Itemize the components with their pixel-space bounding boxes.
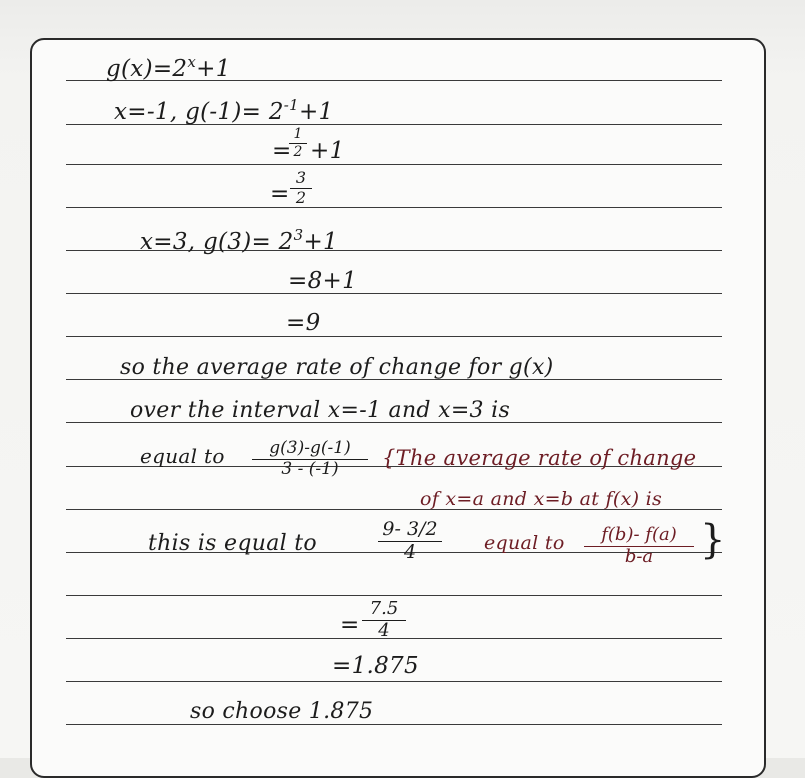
handwritten-line-so-the-average: so the average rate of change for g(x) <box>120 355 554 380</box>
handwritten-line-three-halves: = <box>270 181 290 207</box>
closing-brace: } <box>700 517 726 563</box>
ruled-line <box>66 595 722 596</box>
handwritten-line-this-is-equal-to: this is equal to <box>148 531 317 556</box>
fraction-three-halves: 3 2 <box>290 170 312 207</box>
note-equal-to: equal to <box>484 532 565 554</box>
fraction-average-rate-g: g(3)-g(-1) 3 - (-1) <box>252 440 368 479</box>
handwritten-line-half-plus-one: = <box>272 138 292 164</box>
handwritten-line-nine: =9 <box>286 310 321 336</box>
handwritten-line-result: =1.875 <box>332 653 419 679</box>
ruled-line <box>66 336 722 337</box>
handwritten-plus-one: +1 <box>310 138 345 164</box>
handwritten-line-over-the-interval: over the interval x=-1 and x=3 is <box>130 398 511 423</box>
handwritten-line-equal-to: equal to <box>140 444 225 468</box>
handwritten-line-eight-plus-one: =8+1 <box>288 268 358 294</box>
ruled-line <box>66 164 722 165</box>
fraction-average-rate-f: f(b)- f(a) b-a <box>584 526 694 567</box>
ruled-line <box>66 724 722 725</box>
handwritten-line-evaluate-three: x=3, $g(3)= 2^3+1$ <box>140 226 338 255</box>
handwritten-line-so-choose: so choose 1.875 <box>190 699 374 724</box>
ruled-line <box>66 293 722 294</box>
handwritten-line-function-definition: $g(x)=2^x+1$ <box>106 53 231 82</box>
handwritten-line-evaluate-minus-one: x=-1, $g(-1)= 2^{-1}+1$ <box>114 96 334 125</box>
note-interval-statement: of x=a and x=b at f(x) is <box>420 488 663 510</box>
ruled-line <box>66 207 722 208</box>
handwritten-line-equals: = <box>340 612 360 638</box>
ruled-line <box>66 681 722 682</box>
fraction-nine-minus-three-halves: 9- 3/2 4 <box>378 520 442 563</box>
fraction-one-half: 1 2 <box>289 127 307 159</box>
note-average-rate-definition: {The average rate of change <box>382 446 697 470</box>
fraction-seven-point-five-over-four: 7.5 4 <box>362 600 406 641</box>
